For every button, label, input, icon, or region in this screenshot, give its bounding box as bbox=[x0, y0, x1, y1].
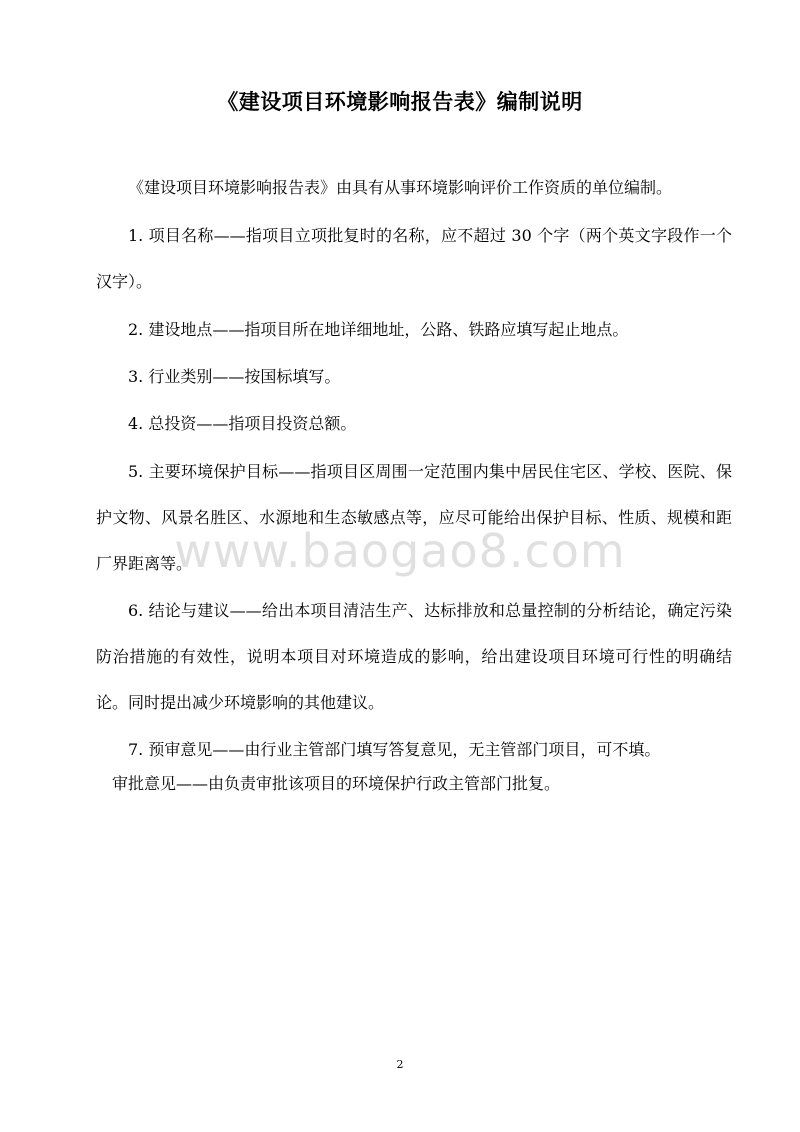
item-investment: 4. 总投资——指项目投资总额。 bbox=[128, 414, 357, 433]
intro-paragraph: 《建设项目环境影响报告表》由具有从事环境影响评价工作资质的单位编制。 bbox=[128, 178, 673, 197]
page-number: 2 bbox=[396, 1058, 404, 1071]
watermark: www.baogao8.com bbox=[174, 524, 626, 578]
item-project-name: 1. 项目名称——指项目立项批复时的名称，应不超过 30 个字（两个英文字段作一个汉字）。 bbox=[96, 226, 732, 291]
item-protection-targets: 5. 主要环境保护目标——指项目区周围一定范围内集中居民住宅区、学校、医院、保护文物、风景名胜区、水源地和生态敏感点等，应尽可能给出保护目标、性质、规模和距厂界距离等。 bbox=[96, 462, 732, 573]
item-conclusion: 6. 结论与建议——给出本项目清洁生产、达标排放和总量控制的分析结论，确定污染防治措施的有效性，说明本项目对环境造成的影响，给出建设项目环境可行性的明确结论。同时提出减少环境影响的其他建议。 bbox=[96, 601, 732, 712]
item-pre-review: 7. 预审意见——由行业主管部门填写答复意见，无主管部门项目，可不填。 bbox=[128, 740, 661, 759]
document-title: 《建设项目环境影响报告表》编制说明 bbox=[217, 90, 583, 114]
item-location: 2. 建设地点——指项目所在地详细地址，公路、铁路应填写起止地点。 bbox=[128, 320, 629, 339]
item-industry: 3. 行业类别——按国标填写。 bbox=[128, 367, 341, 386]
approval-paragraph: 审批意见——由负责审批该项目的环境保护行政主管部门批复。 bbox=[112, 774, 561, 793]
